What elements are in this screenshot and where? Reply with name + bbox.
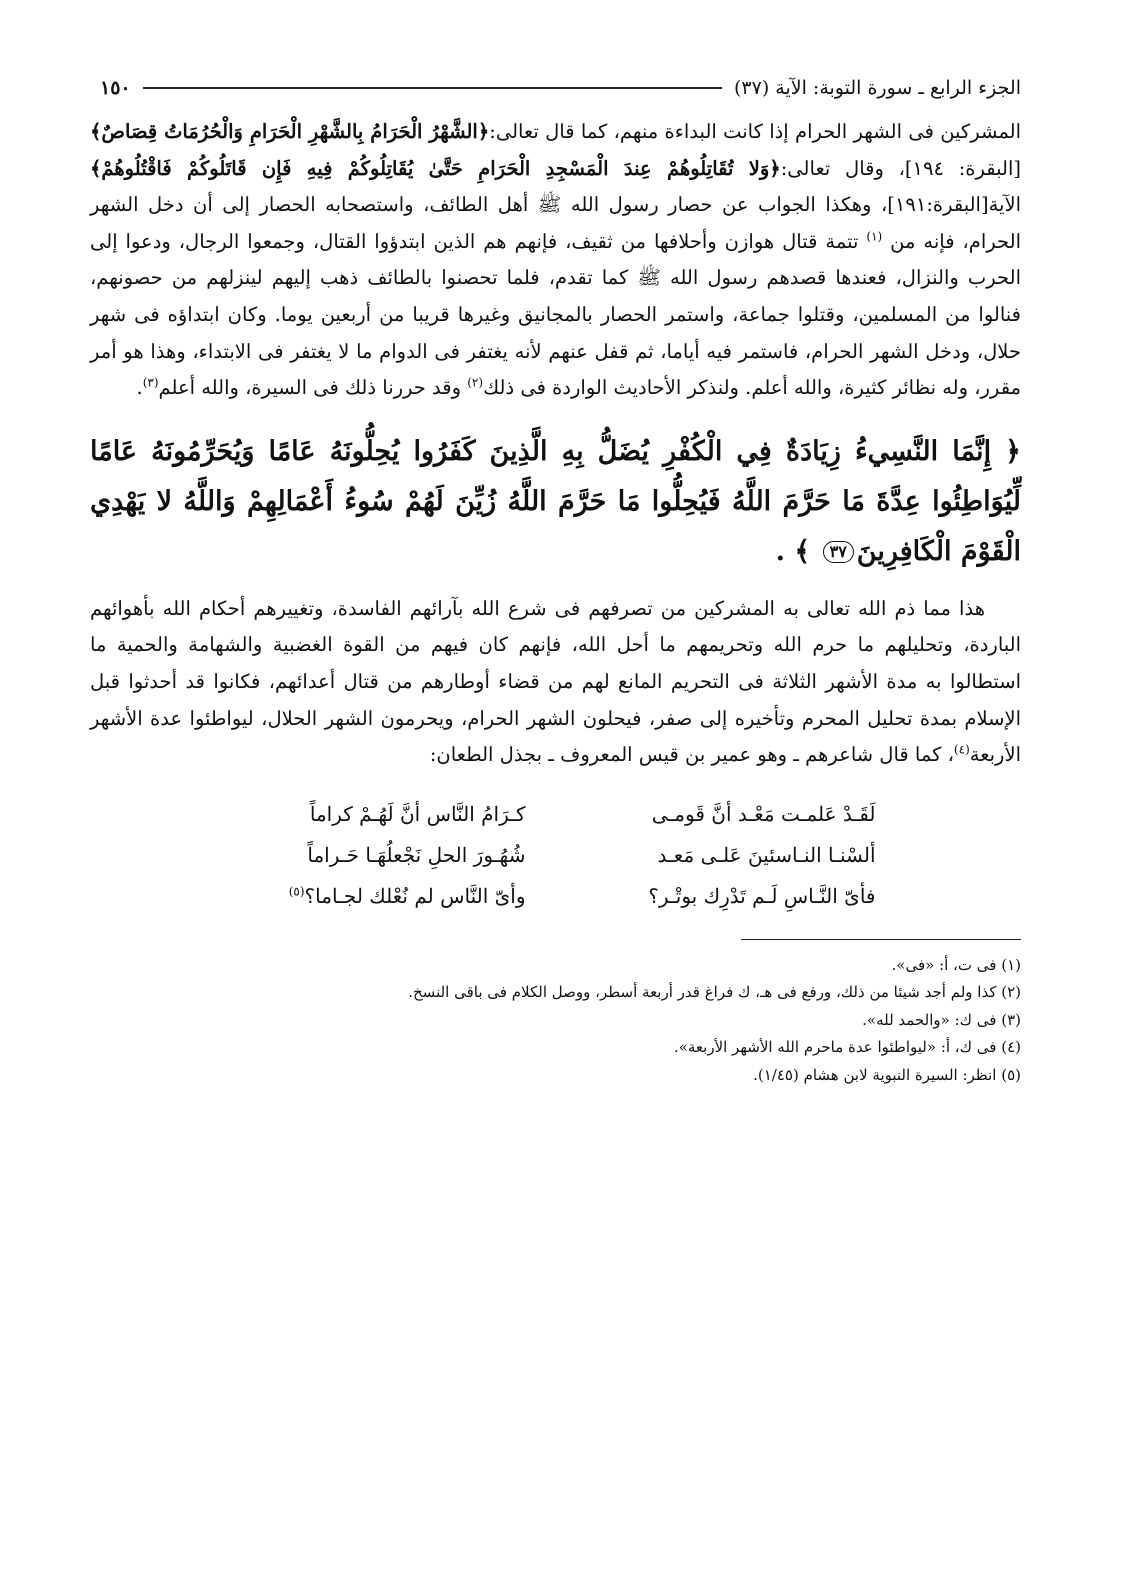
text-segment: ، كما قال شاعرهم ـ وهو عمير بن قيس المعروف ـ بجذل الطعان: — [429, 743, 954, 767]
poem-hemistich-second: شُهُـورَ الحلِ نَجْعلُهَـا حَـراماً — [307, 842, 526, 867]
quran-quote-baqarah-191: ﴿وَلا تُقَاتِلُوهُمْ عِندَ الْمَسْجِدِ الْحَرَامِ حَتَّىٰ يُقَاتِلُوكُمْ فِيهِ فَإِن قَاتَلُوكُمْ فَاقْتُلُوهُمْ﴾ — [90, 156, 781, 180]
quran-quote-baqarah-194: ﴿الشَّهْرُ الْحَرَامُ بِالشَّهْرِ الْحَرَامِ وَالْحُرُمَاتُ قِصَاصٌ﴾ — [90, 120, 490, 143]
tafsir-paragraph-1 — [90, 114, 1021, 407]
verse-text: إِنَّمَا النَّسِيءُ زِيَادَةٌ فِي الْكُفْرِ يُضَلُّ بِهِ الَّذِينَ كَفَرُوا يُحِلُّونَهُ عَامًا وَيُحَرِّمُونَهُ عَامًا لِّيُوَاطِئُوا عِدَّةَ مَا حَرَّمَ اللَّهُ فَيُحِلُّوا مَا حَرَّمَ اللَّهُ زُيِّنَ لَهُمْ سُوءُ أَعْمَالِهِمْ وَاللَّهُ لا يَهْدِي الْقَوْمَ الْكَافِرِينَ — [90, 435, 1021, 567]
text-segment: تتمة قتال هوازن وأحلافها من ثقيف، فإنهم هم الذين ابتدؤوا القتال، وجمعوا الرجال، ودعوا إلى الحرب والنزال، فعندها قصدهم رسول الله ﷺ كما تقدم، فلما تحصنوا بالطائف ذهب إليهم لينزلهم من حصونهم، فنالوا من المسلمين، وقتلوا جماعة، واستمر الحصار بالمجانيق وغيرها قريبا من أربعين يوما. وكان ابتداؤه فى شهر حلال، ودخل الشهر الحرام، فاستمر فيه أياما، ثم قفل عنهم لأنه يغتفر فى الدوام ما لا يغتفر فى الابتداء، وهذا هو أمر مقرر، وله نظائر كثيرة، والله أعلم. ولنذكر الأحاديث الواردة فى ذلك — [90, 229, 1021, 400]
text-segment: الآية[البقرة:١٩١]، وهكذا الجواب عن حصار رسول الله ﷺ أهل الطائف، واستصحابه الحصار إلى أن دخل الشهر الحرام، فإنه من — [90, 193, 1021, 253]
tafsir-paragraph-2 — [90, 591, 1021, 774]
page-number: ١٥٠ — [100, 77, 131, 99]
footnotes — [90, 952, 1021, 1090]
poem-text: وأىّ النَّاس لم نُعْلك لجـاما؟ — [304, 883, 526, 908]
verse-close-bracket: ﴾ . — [775, 535, 811, 567]
text-segment: هذا مما ذم الله تعالى به المشركين من تصرفهم فى شرع الله بآرائهم الفاسدة، وتغييرهم أحكام الله بأهوائهم الباردة، وتحليلهم ما حرم الله وتحريمهم ما أحل الله، فإنهم كان فيهم من القوة الغضبية والشهامة والحمية ما استطالوا به مدة الأشهر الثلاثة فى التحريم المانع لهم من قضاء أوطارهم من قتال أعدائهم، فكانوا قد أحدثوا قبل الإسلام بمدة تحليل المحرم وتأخيره إلى صفر، فيحلون الشهر الحرام، ويحرمون الشهر الحلال، ليواطئوا عدة الأشهر الأربعة — [90, 596, 1021, 767]
poem-line — [90, 835, 1021, 876]
footnote-4: (٤) فى ك، أ: «ليواطئوا عدة ماحرم الله الأشهر الأربعة». — [673, 1038, 1021, 1057]
verse-open-bracket: ﴿ — [1005, 435, 1021, 467]
page — [90, 70, 1021, 1089]
poem-hemistich-first: لَقَـدْ عَلمـت مَعْـد أنَّ قَومـى — [651, 801, 876, 826]
footnote-2: (٢) كذا ولم أجد شيئا من ذلك، ورفع فى هـ، ك فراغ قدر أربعة أسطر، ووصل الكلام فى باقى النسخ. — [408, 983, 1021, 1002]
poem-hemistich-first: ألسْنـا النـاسئينَ عَلـى مَعـد — [657, 842, 876, 867]
poem-hemistich-second: كـرَامُ النَّاس أنَّ لَهُـمْ كراماً — [309, 801, 526, 826]
footnote-ref-3: (٣) — [142, 375, 159, 390]
ayah-number-marker: ٣٧ — [823, 541, 854, 563]
poem-line — [90, 794, 1021, 835]
text-segment: وقد حررنا ذلك فى السيرة، والله أعلم — [158, 376, 462, 400]
quran-verse-block — [90, 427, 1021, 577]
footnote-ref-2: (٢) — [467, 375, 484, 390]
header-rule — [143, 87, 722, 89]
poem — [90, 794, 1021, 917]
footnote-ref-5: (٥) — [288, 884, 305, 899]
text-segment: . — [136, 376, 143, 400]
poem-hemistich-second — [236, 876, 526, 917]
footnote-1: (١) فى ت، أ: «فى». — [891, 955, 1021, 974]
footnote-5: (٥) انظر: السيرة النبوية لابن هشام (١/٤٥). — [753, 1065, 1021, 1084]
poem-hemistich-first: فأىّ النَّـاسِ لَـم تَدْرِك بوتْـر؟ — [648, 883, 876, 908]
running-header — [90, 70, 1021, 106]
text-segment: [البقرة: ١٩٤]، وقال تعالى: — [780, 156, 1021, 180]
footnote-3: (٣) فى ك: «والحمد لله». — [862, 1010, 1021, 1029]
footnote-ref-1: (١) — [866, 229, 883, 244]
poem-line — [90, 876, 1021, 917]
footnote-separator — [741, 939, 1021, 940]
header-title: الجزء الرابع ـ سورة التوبة: الآية (٣٧) — [734, 77, 1021, 99]
footnote-ref-4: (٤) — [953, 742, 970, 757]
text-segment: المشركين فى الشهر الحرام إذا كانت البداءة منهم، كما قال تعالى: — [489, 120, 1021, 143]
